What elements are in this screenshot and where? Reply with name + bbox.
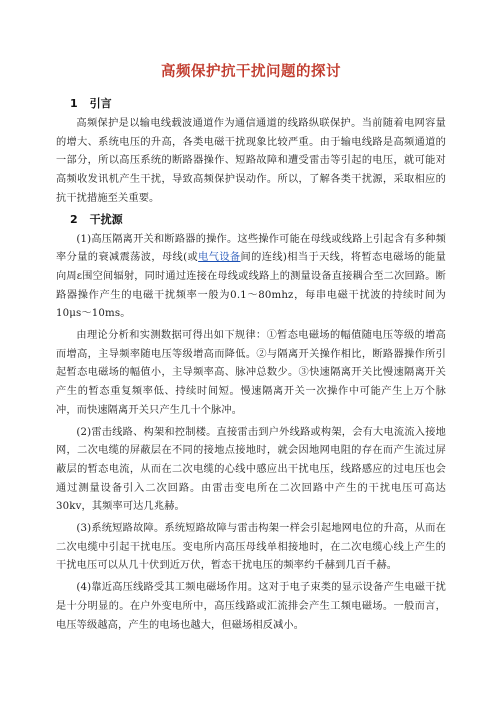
paragraph-text: 间的连线)相当于天线，将暂态电磁场的能量向周ε围空间辐射，同时通过连接在母线或线路上的测量设备直接耦合至二次回路。断路器操作产生的电磁干扰频率一般为0.1～80mhz，每串电磁干扰波的持续时间为10μs～10ms。 (56, 252, 446, 320)
section-heading-interference-sources (70, 212, 446, 228)
paragraph: 高频保护是以输电线载波通道作为通信通道的线路纵联保护。当前随着电网容量的增大、系统电压的升高，各类电磁干扰现象比较严重。由于输电线路是高频通道的一部分，所以高压系统的断路器操作、短路故障和遭受雷击等引起的电压，就可能对高频收发讯机产生干扰，导致高频保护误动作。所以，了解各类干扰源，采取相应的抗干扰措施至关重要。 (56, 118, 446, 204)
document-title: 高频保护抗干扰问题的探讨 (161, 63, 341, 80)
paragraph: (2)雷击线路、构架和控制楼。直接雷击到户外线路或构架，会有大电流流入接地网，二次电缆的屏蔽层在不同的接地点接地时，就会因地网电阻的存在而产生流过屏蔽层的暂态电流，从而在二次电缆的心线中感应出干扰电压，线路感应的过电压也会通过测量设备引入二次回路。由雷击变电所在二次回路中产生的干扰电压可高达30kv，其频率可达几兆赫。 (56, 426, 446, 513)
paragraph-switching-operations (56, 231, 446, 325)
paragraph: (4)靠近高压线路受其工频电磁场作用。这对于电子束类的显示设备产生电磁干扰是十分明显的。在户外变电所中，高压线路或汇流排会产生工频电磁场。一般而言，电压等级越高，产生的电场也越大，但磁场相反减小。 (56, 582, 446, 631)
section-heading-intro (70, 96, 446, 112)
paragraph: (3)系统短路故障。系统短路故障与雷击构架一样会引起地网电位的升高，从而在二次电缆中引起干扰电压。变电所内高压母线单相接地时，在二次电缆心线上产生的干扰电压可以从几十伏到近万伏，暂态干扰电压的频率约千赫到几百千赫。 (56, 523, 446, 572)
section-title: 引言 (89, 97, 112, 110)
electrical-equipment-link[interactable]: 电气设备 (198, 252, 241, 264)
section-title: 干扰源 (89, 212, 123, 226)
section-number: 1 (70, 97, 78, 110)
paragraph: 由理论分析和实测数据可得出如下规律：①暂态电磁场的幅值随电压等级的增高而增高，主导频率随电压等级增高而降低。②与隔离开关操作相比，断路器操作所引起暂态电磁场的幅值小，主导频率高、脉冲总数少。③快速隔离开关比慢速隔离开关产生的暂态重复频率低、持续时间短。慢速隔离开关一次操作中可能产生上万个脉冲，而快速隔离开关只产生几十个脉冲。 (56, 330, 446, 416)
section-number: 2 (70, 212, 78, 226)
paragraph-text: (1)高压隔离开关和断路器的操作。这些操作可能在母线或线路上引起含有多种频率分量的衰减震荡波，母线(或 (56, 233, 446, 264)
